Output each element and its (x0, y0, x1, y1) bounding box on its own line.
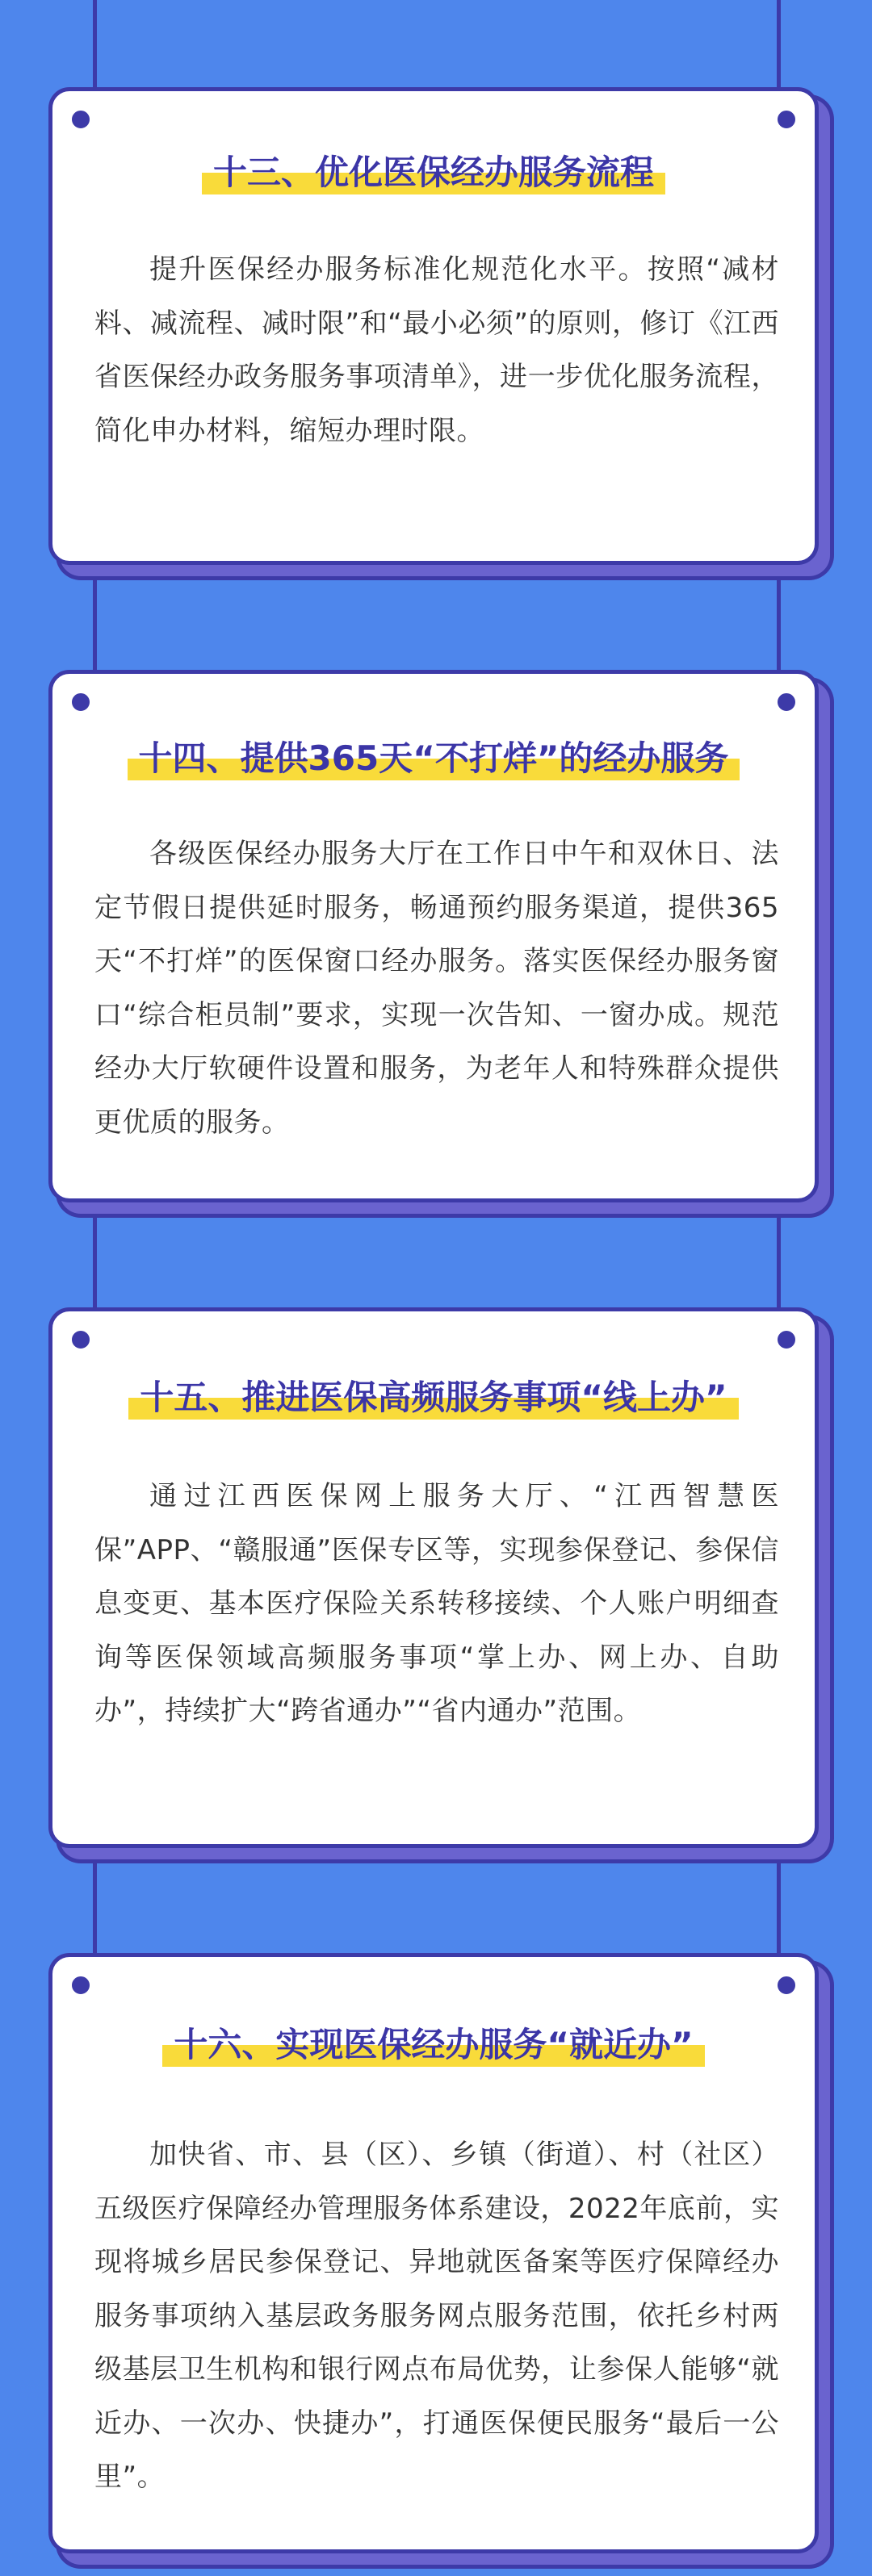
section-body: 加快省、市、县（区）、乡镇（街道）、村（社区）五级医疗保障经办管理服务体系建设，2022年底前，实现将城乡居民参保登记、异地就医备案等医疗保障经办服务事项纳入基层政务服务网点服务范围，依托乡村两级基层卫生机构和银行网点布局优势，让参保人能够“就近办、一次办、快捷办”，打通医保便民服务“最后一公里”。 (94, 2139, 779, 2493)
section-title (52, 151, 815, 194)
section-title (52, 1376, 815, 1420)
section-card-15 (48, 1307, 819, 1848)
section-title-text: 十五、推进医保高频服务事项“线上办” (128, 1376, 738, 1420)
card-pin-right (778, 693, 795, 711)
section-body: 提升医保经办服务标准化规范化水平。按照“减材料、减流程、减时限”和“最小必须”的原则，修订《江西省医保经办政务服务事项清单》，进一步优化服务流程，简化申办材料，缩短办理时限。 (94, 253, 779, 447)
section-title-text: 十六、实现医保经办服务“就近办” (162, 2023, 704, 2067)
rope-left-3 (93, 1840, 97, 1961)
rope-right-2 (777, 1194, 781, 1315)
card-pin-left (72, 693, 90, 711)
rope-right-top (777, 0, 781, 89)
card-pin-left (72, 1331, 90, 1349)
section-card-13 (48, 87, 819, 565)
section-body: 通过江西医保网上服务大厅、“江西智慧医保”APP、“赣服通”医保专区等，实现参保登记、参保信息变更、基本医疗保险关系转移接续、个人账户明细查询等医保领域高频服务事项“掌上办、网上办、自助办”，持续扩大“跨省通办”“省内通办”范围。 (94, 1480, 779, 1727)
section-body: 各级医保经办服务大厅在工作日中午和双休日、法定节假日提供延时服务，畅通预约服务渠道，提供365天“不打烊”的医保窗口经办服务。落实医保经办服务窗口“综合柜员制”要求，实现一次告知、一窗办成。规范经办大厅软硬件设置和服务，为老年人和特殊群众提供更优质的服务。 (94, 838, 779, 1139)
section-title-text: 十四、提供365天“不打烊”的经办服务 (128, 737, 740, 780)
section-title (52, 2023, 815, 2067)
rope-right-1 (777, 557, 781, 678)
card-pin-right (778, 1331, 795, 1349)
section-title (52, 737, 815, 780)
rope-left-2 (93, 1194, 97, 1315)
card-pin-left (72, 111, 90, 128)
card-pin-right (778, 111, 795, 128)
rope-left-top (93, 0, 97, 89)
section-title-text: 十三、优化医保经办服务流程 (202, 151, 665, 194)
card-pin-left (72, 1976, 90, 1994)
section-card-14 (48, 670, 819, 1202)
rope-right-3 (777, 1840, 781, 1961)
card-pin-right (778, 1976, 795, 1994)
section-card-16 (48, 1953, 819, 2553)
rope-left-1 (93, 557, 97, 678)
